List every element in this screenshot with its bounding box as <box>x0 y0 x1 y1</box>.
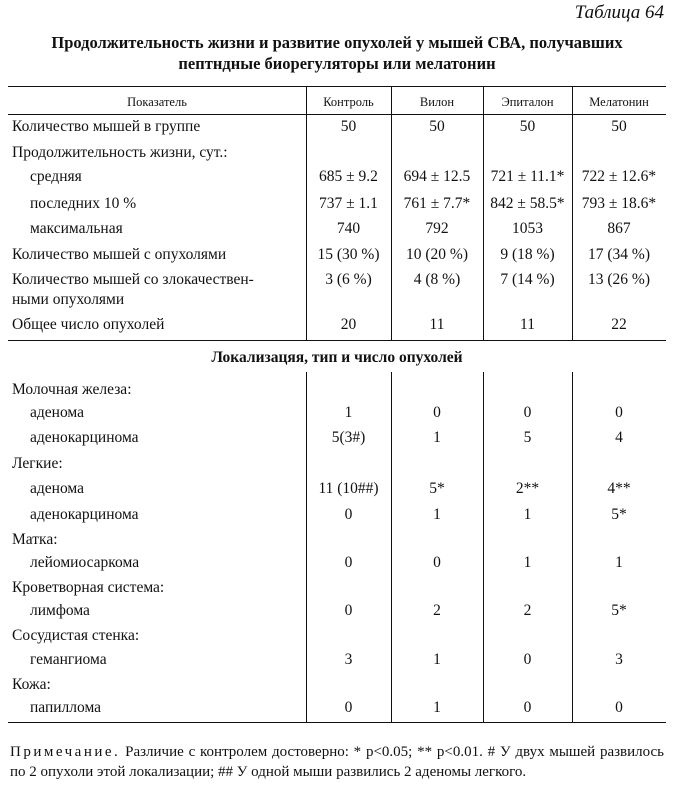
table-cell: 0 <box>344 554 353 571</box>
table-cell: 2 <box>433 602 441 619</box>
note-label: Примечание. <box>10 744 121 760</box>
header-vilon: Вилон <box>419 95 455 109</box>
row-label: аденома <box>30 480 84 497</box>
table-cell: 1 <box>433 429 441 446</box>
header-epitalon: Эпиталон <box>501 95 554 109</box>
table-cell: 5(3#) <box>331 429 366 446</box>
header-rule <box>8 114 666 115</box>
row-label: максимальная <box>30 220 123 237</box>
row-label: папиллома <box>30 699 102 716</box>
table-cell: 0 <box>433 554 441 571</box>
title-line-2: пептндные биорегуляторы или мелатонин <box>178 54 496 73</box>
table-cell: 867 <box>607 220 631 237</box>
table-cell: 50 <box>340 118 357 135</box>
table-cell: 10 (20 %) <box>406 246 468 263</box>
table-cell: 4 (8 %) <box>413 271 461 288</box>
table-cell: 5* <box>611 506 627 523</box>
table-cell: 3 <box>615 651 623 668</box>
table-cell: 0 <box>344 506 353 523</box>
table-cell: 1 <box>523 554 532 571</box>
title-line-1: Продолжительность жизни и развитие опухолей у мышей СВА, получавших <box>51 33 623 52</box>
table-cell: 11 <box>429 316 445 333</box>
table-cell: 1 <box>433 651 441 668</box>
row-label: Молочная железа: <box>12 381 132 398</box>
header-indicator: Показатель <box>127 95 187 109</box>
row-label: Матка: <box>12 531 58 548</box>
table-cell: 13 (26 %) <box>588 271 650 288</box>
table-cell: 1 <box>433 699 441 716</box>
table-cell: 761 ± 7.7* <box>403 195 471 212</box>
table-cell: 0 <box>615 404 623 421</box>
row-label: Кроветворная система: <box>12 579 165 596</box>
table-cell: 793 ± 18.6* <box>581 195 657 212</box>
table-cell: 11 (10##) <box>318 480 379 497</box>
row-label: аденома <box>30 404 84 421</box>
note-text: Различие с контролем достоверно: * p<0.05; ** p<0.01. # У двух мышей развилось по 2 опухоли этой локализации; ## У одной мыши развились 2 аденомы легкого. <box>10 744 665 780</box>
row-label: последних 10 % <box>30 195 137 212</box>
header-melatonin: Мелатонин <box>589 95 649 109</box>
table-cell: 1 <box>523 506 532 523</box>
table-cell: 22 <box>611 316 627 333</box>
top-rule <box>8 86 666 87</box>
table-cell: 0 <box>523 651 532 668</box>
table-cell: 694 ± 12.5 <box>403 168 471 185</box>
row-label: Кожа: <box>12 676 51 693</box>
table-cell: 1 <box>615 554 623 571</box>
row-label-continued: ными опухолями <box>12 291 125 308</box>
row-label: Общее число опухолей <box>12 316 165 333</box>
table-number: Таблица 64 <box>574 2 664 23</box>
table-cell: 722 ± 12.6* <box>581 168 657 185</box>
table-cell: 50 <box>611 118 627 135</box>
row-label: Количество мышей с опухолями <box>12 246 227 263</box>
table-cell: 3 <box>344 651 353 668</box>
table-cell: 5* <box>429 480 445 497</box>
row-label: лимфома <box>30 602 90 619</box>
section-title: Локализацяя, тип и число опухолей <box>211 349 463 366</box>
table-cell: 50 <box>519 118 536 135</box>
table-cell: 1 <box>433 506 441 523</box>
table-cell: 7 (14 %) <box>500 271 555 288</box>
table-cell: 5* <box>611 602 627 619</box>
row-label: Количество мышей со злокачествен- <box>12 271 254 288</box>
table-cell: 3 (6 %) <box>325 271 372 288</box>
table-cell: 2** <box>515 480 540 497</box>
table-cell: 9 (18 %) <box>500 246 555 263</box>
table-cell: 1053 <box>512 220 543 237</box>
row-label: Продолжительность жизни, сут.: <box>12 144 228 161</box>
table-cell: 20 <box>340 316 357 333</box>
table-cell: 5 <box>523 429 532 446</box>
table-cell: 737 ± 1.1 <box>319 195 378 212</box>
table-cell: 4 <box>615 429 623 446</box>
table-cell: 721 ± 11.1* <box>490 168 565 185</box>
table-cell: 1 <box>344 404 353 421</box>
table-cell: 50 <box>429 118 445 135</box>
row-label: Легкие: <box>12 455 63 472</box>
table-cell: 2 <box>523 602 532 619</box>
table-cell: 15 (30 %) <box>317 246 380 263</box>
row-label: аденокарцинома <box>30 429 139 446</box>
table-cell: 4** <box>607 480 631 497</box>
table-cell: 0 <box>523 404 532 421</box>
table-cell: 17 (34 %) <box>588 246 650 263</box>
table-cell: 0 <box>615 699 623 716</box>
table-cell: 0 <box>523 699 532 716</box>
header-control: Контроль <box>323 95 374 109</box>
table-cell: 11 <box>520 316 535 333</box>
table-cell: 0 <box>433 404 441 421</box>
section-top-rule <box>8 340 666 341</box>
table-title <box>0 32 674 74</box>
row-label: лейомиосаркома <box>30 554 140 571</box>
row-label: Количество мышей в группе <box>12 118 201 135</box>
row-label: Сосудистая стенка: <box>12 627 140 644</box>
row-label: средняя <box>30 168 82 185</box>
table-cell: 740 <box>336 220 361 237</box>
table-note <box>10 742 664 782</box>
bottom-rule <box>8 722 666 723</box>
table-cell: 0 <box>344 602 353 619</box>
table-cell: 685 ± 9.2 <box>319 168 378 185</box>
row-label: аденокарцинома <box>30 506 139 523</box>
row-label: гемангиома <box>30 651 107 668</box>
table-cell: 842 ± 58.5* <box>490 195 565 212</box>
table-cell: 792 <box>425 220 449 237</box>
table-cell: 0 <box>344 699 353 716</box>
